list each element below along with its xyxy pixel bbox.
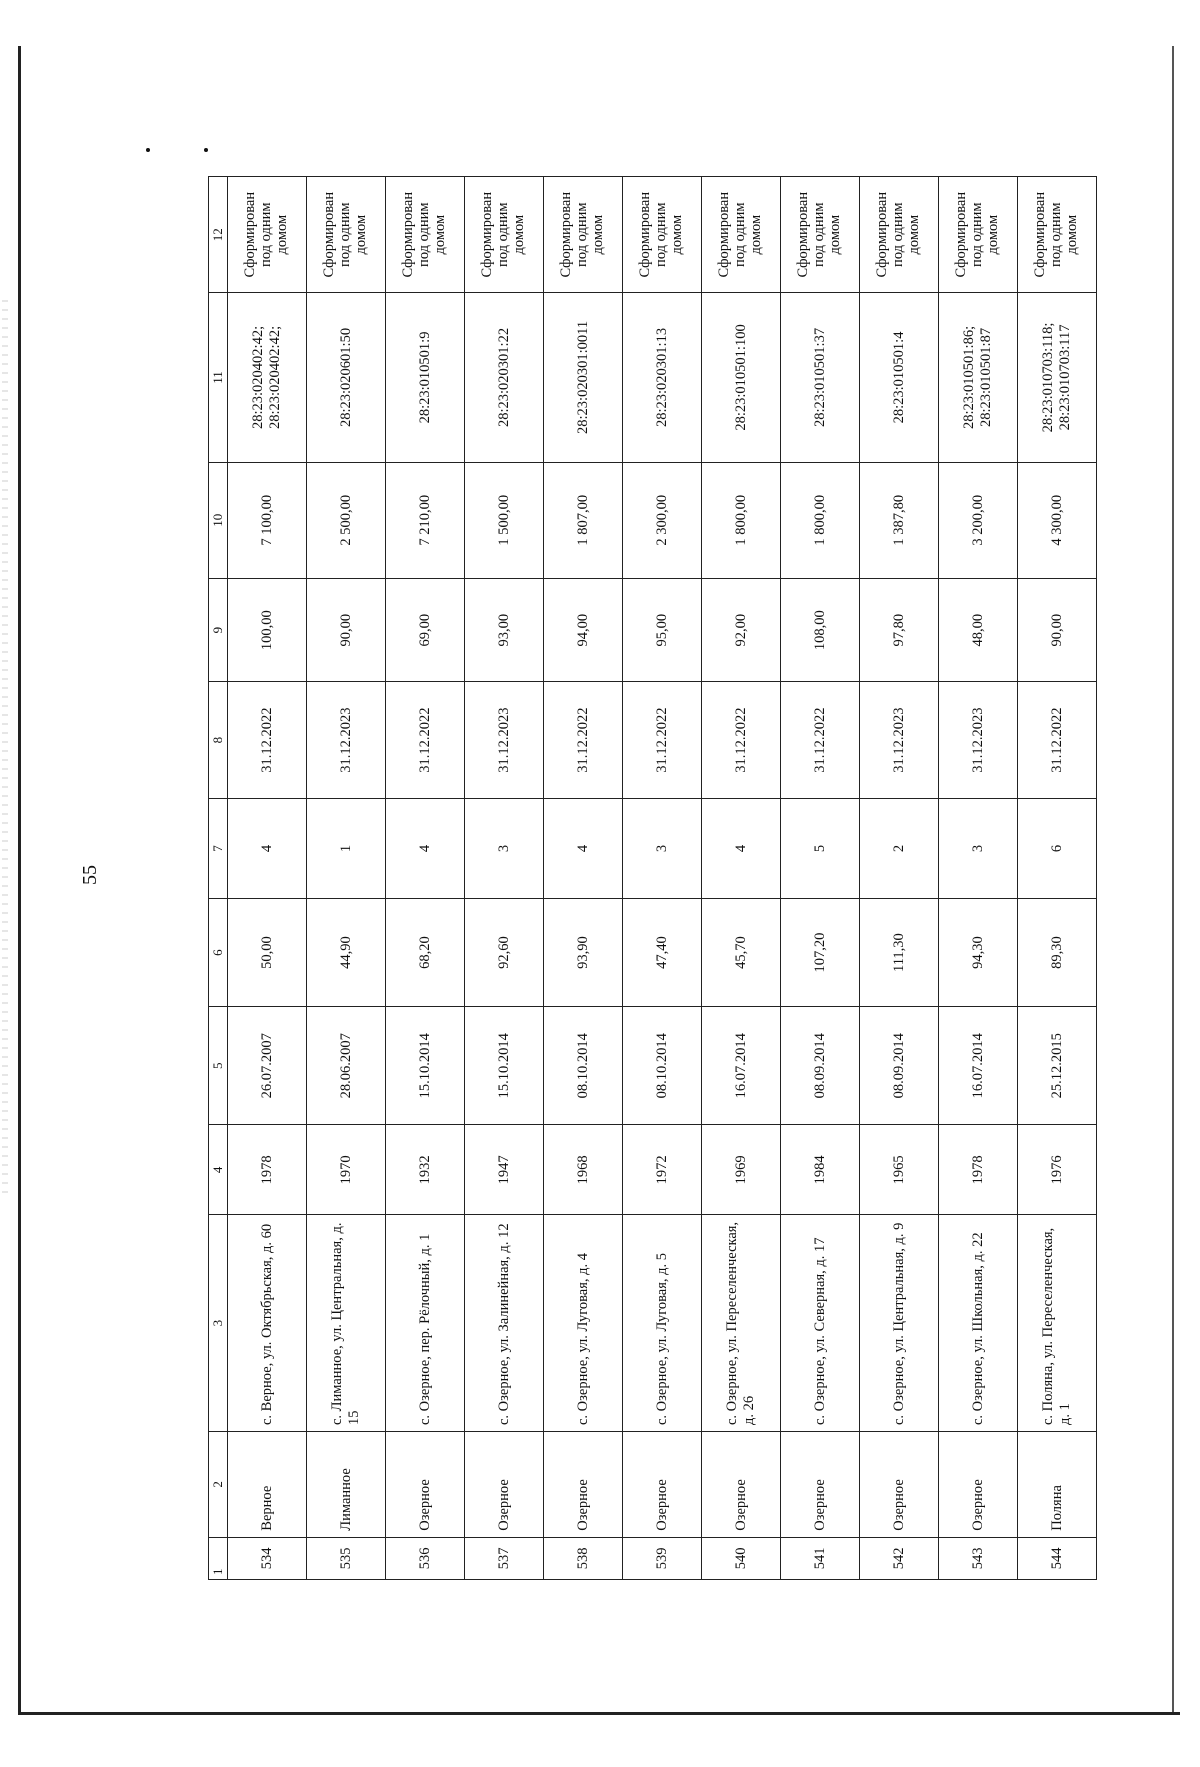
area-cell: 45,70 [702,899,781,1007]
settlement-cell: Озерное [465,1432,544,1538]
area-cell: 68,20 [386,899,465,1007]
status-cell [702,177,781,293]
year-cell: 1984 [781,1125,860,1215]
year-cell: 1969 [702,1125,781,1215]
total-area-cell: 90,00 [307,578,386,682]
row-number-cell: 543 [939,1537,1018,1579]
address-cell: с. Озерное, ул. Залинейная, д. 12 [465,1215,544,1432]
row-number-cell: 539 [623,1537,702,1579]
date-cell: 08.10.2014 [623,1007,702,1125]
scan-dot [204,148,208,152]
deadline-cell: 31.12.2022 [544,682,623,798]
column-header-8: 8 [209,682,228,798]
date-cell: 16.07.2014 [939,1007,1018,1125]
status-text: Сформирован под одним домом [953,191,1001,278]
total-area-cell: 90,00 [1018,578,1097,682]
page-border-bottom [18,1712,1180,1715]
settlement-cell: Озерное [781,1432,860,1538]
date-cell: 08.09.2014 [860,1007,939,1125]
people-cell: 2 [860,798,939,898]
row-number-cell: 541 [781,1537,860,1579]
area-cell: 93,90 [544,899,623,1007]
address-cell: с. Лиманное, ул. Центральная, д. 15 [307,1215,386,1432]
land-area-cell: 7 210,00 [386,462,465,578]
status-cell [386,177,465,293]
column-header-3: 3 [209,1215,228,1432]
cadastre-cell: 28:23:020301:13 [623,293,702,462]
table-row [623,177,702,1580]
date-cell: 25.12.2015 [1018,1007,1097,1125]
settlement-cell: Озерное [702,1432,781,1538]
table-header-row [209,177,228,1580]
date-cell: 15.10.2014 [386,1007,465,1125]
row-number-cell: 542 [860,1537,939,1579]
row-number-cell: 534 [228,1537,307,1579]
column-header-2: 2 [209,1432,228,1538]
column-header-11: 11 [209,293,228,462]
column-header-1: 1 [209,1537,228,1579]
status-text: Сформирован под одним домом [1032,191,1080,278]
year-cell: 1976 [1018,1125,1097,1215]
status-cell [781,177,860,293]
table-row [386,177,465,1580]
status-text: Сформирован под одним домом [716,191,764,278]
page-border-right [1172,46,1174,1714]
column-header-7: 7 [209,798,228,898]
column-header-4: 4 [209,1125,228,1215]
land-area-cell: 4 300,00 [1018,462,1097,578]
row-number-cell: 538 [544,1537,623,1579]
total-area-cell: 92,00 [702,578,781,682]
address-cell: с. Озерное, ул. Центральная, д. 9 [860,1215,939,1432]
total-area-cell: 93,00 [465,578,544,682]
date-cell: 28.06.2007 [307,1007,386,1125]
status-cell [465,177,544,293]
people-cell: 3 [465,798,544,898]
table-row [702,177,781,1580]
address-cell: с. Озерное, ул. Луговая, д. 4 [544,1215,623,1432]
area-cell: 111,30 [860,899,939,1007]
column-header-10: 10 [209,462,228,578]
table-row [860,177,939,1580]
deadline-cell: 31.12.2022 [702,682,781,798]
cadastre-cell: 28:23:020601:50 [307,293,386,462]
address-cell: с. Озерное, ул. Луговая, д. 5 [623,1215,702,1432]
people-cell: 4 [544,798,623,898]
rotated-table-wrapper [208,176,1092,1580]
cadastre-cell: 28:23:010501:37 [781,293,860,462]
row-number-cell: 536 [386,1537,465,1579]
year-cell: 1970 [307,1125,386,1215]
scan-noise [2,300,8,1200]
status-text: Сформирован под одним домом [637,191,685,278]
row-number-cell: 544 [1018,1537,1097,1579]
address-cell: с. Поляна, ул. Переселенческая, д. 1 [1018,1215,1097,1432]
area-cell: 89,30 [1018,899,1097,1007]
settlement-cell: Озерное [386,1432,465,1538]
people-cell: 6 [1018,798,1097,898]
total-area-cell: 69,00 [386,578,465,682]
address-cell: с. Верное, ул. Октябрьская, д. 60 [228,1215,307,1432]
people-cell: 3 [623,798,702,898]
row-number-cell: 537 [465,1537,544,1579]
settlement-cell: Озерное [939,1432,1018,1538]
people-cell: 4 [228,798,307,898]
deadline-cell: 31.12.2023 [939,682,1018,798]
deadline-cell: 31.12.2022 [1018,682,1097,798]
settlement-cell: Озерное [544,1432,623,1538]
date-cell: 16.07.2014 [702,1007,781,1125]
year-cell: 1932 [386,1125,465,1215]
status-cell [1018,177,1097,293]
table-row [307,177,386,1580]
cadastre-cell: 28:23:010501:86; 28:23:010501:87 [939,293,1018,462]
area-cell: 50,00 [228,899,307,1007]
column-header-9: 9 [209,578,228,682]
cadastre-cell: 28:23:020402:42; 28:23:020402:42; [228,293,307,462]
table-row [781,177,860,1580]
cadastre-cell: 28:23:010703:118; 28:23:010703:117 [1018,293,1097,462]
column-header-12: 12 [209,177,228,293]
people-cell: 5 [781,798,860,898]
cadastre-cell: 28:23:010501:9 [386,293,465,462]
status-text: Сформирован под одним домом [242,191,290,278]
year-cell: 1947 [465,1125,544,1215]
deadline-cell: 31.12.2022 [386,682,465,798]
status-cell [307,177,386,293]
settlement-cell: Озерное [860,1432,939,1538]
settlement-cell: Верное [228,1432,307,1538]
land-area-cell: 2 300,00 [623,462,702,578]
scan-dot [146,148,150,152]
status-text: Сформирован под одним домом [321,191,369,278]
land-area-cell: 1 387,80 [860,462,939,578]
address-cell: с. Озерное, ул. Северная, д. 17 [781,1215,860,1432]
total-area-cell: 95,00 [623,578,702,682]
date-cell: 08.09.2014 [781,1007,860,1125]
address-cell: с. Озерное, ул. Переселенческая, д. 26 [702,1215,781,1432]
people-cell: 3 [939,798,1018,898]
people-cell: 1 [307,798,386,898]
land-area-cell: 2 500,00 [307,462,386,578]
status-text: Сформирован под одним домом [558,191,606,278]
land-area-cell: 1 800,00 [702,462,781,578]
area-cell: 47,40 [623,899,702,1007]
address-cell: с. Озерное, ул. Школьная, д. 22 [939,1215,1018,1432]
people-cell: 4 [386,798,465,898]
settlement-cell: Озерное [623,1432,702,1538]
year-cell: 1965 [860,1125,939,1215]
date-cell: 26.07.2007 [228,1007,307,1125]
row-number-cell: 540 [702,1537,781,1579]
year-cell: 1972 [623,1125,702,1215]
date-cell: 08.10.2014 [544,1007,623,1125]
status-cell [860,177,939,293]
year-cell: 1978 [228,1125,307,1215]
column-header-5: 5 [209,1007,228,1125]
total-area-cell: 100,00 [228,578,307,682]
settlement-cell: Поляна [1018,1432,1097,1538]
status-cell [623,177,702,293]
table-row [465,177,544,1580]
status-text: Сформирован под одним домом [400,191,448,278]
column-header-6: 6 [209,899,228,1007]
total-area-cell: 48,00 [939,578,1018,682]
area-cell: 44,90 [307,899,386,1007]
land-area-cell: 1 800,00 [781,462,860,578]
area-cell: 107,20 [781,899,860,1007]
status-text: Сформирован под одним домом [479,191,527,278]
land-area-cell: 1 807,00 [544,462,623,578]
cadastre-cell: 28:23:020301:22 [465,293,544,462]
address-cell: с. Озерное, пер. Рёлочный, д. 1 [386,1215,465,1432]
table-body [228,177,1097,1580]
land-area-cell: 3 200,00 [939,462,1018,578]
deadline-cell: 31.12.2022 [228,682,307,798]
deadline-cell: 31.12.2023 [307,682,386,798]
table-holder [208,176,1092,1580]
area-cell: 92,60 [465,899,544,1007]
cadastre-cell: 28:23:020301:0011 [544,293,623,462]
status-cell [939,177,1018,293]
table-row [1018,177,1097,1580]
deadline-cell: 31.12.2023 [860,682,939,798]
table-row [228,177,307,1580]
table-row [939,177,1018,1580]
status-text: Сформирован под одним домом [874,191,922,278]
date-cell: 15.10.2014 [465,1007,544,1125]
year-cell: 1968 [544,1125,623,1215]
people-cell: 4 [702,798,781,898]
status-cell [228,177,307,293]
housing-registry-table [208,176,1097,1580]
land-area-cell: 1 500,00 [465,462,544,578]
land-area-cell: 7 100,00 [228,462,307,578]
table-row [544,177,623,1580]
area-cell: 94,30 [939,899,1018,1007]
total-area-cell: 108,00 [781,578,860,682]
status-text: Сформирован под одним домом [795,191,843,278]
status-cell [544,177,623,293]
page-number: 55 [79,865,101,885]
settlement-cell: Лиманное [307,1432,386,1538]
cadastre-cell: 28:23:010501:100 [702,293,781,462]
deadline-cell: 31.12.2023 [465,682,544,798]
deadline-cell: 31.12.2022 [781,682,860,798]
cadastre-cell: 28:23:010501:4 [860,293,939,462]
year-cell: 1978 [939,1125,1018,1215]
total-area-cell: 97,80 [860,578,939,682]
row-number-cell: 535 [307,1537,386,1579]
page-border-left [18,46,21,1714]
total-area-cell: 94,00 [544,578,623,682]
deadline-cell: 31.12.2022 [623,682,702,798]
